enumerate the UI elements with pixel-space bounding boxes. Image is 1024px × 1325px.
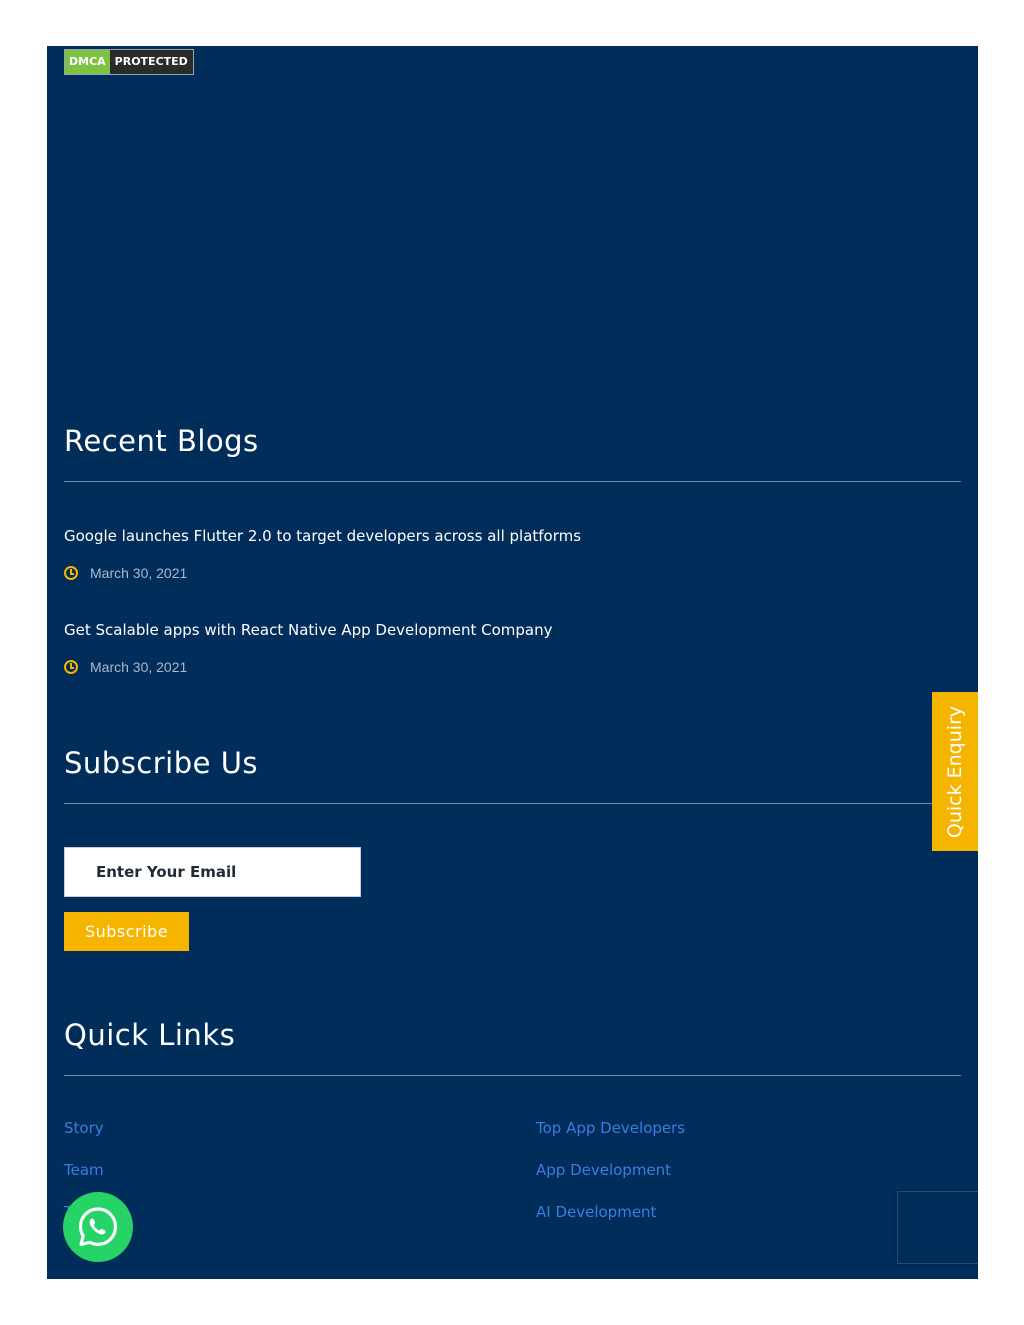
blog-post-date-text: March 30, 2021 [90,659,188,675]
dmca-protected-badge[interactable] [64,49,194,75]
recent-blogs-heading: Recent Blogs [64,424,259,458]
blog-post-date [64,565,187,581]
clock-icon [64,660,78,674]
subscribe-button[interactable]: Subscribe [64,912,189,951]
blog-post-title[interactable]: Get Scalable apps with React Native App Development Company [64,621,553,639]
whatsapp-icon [76,1205,120,1249]
quick-link-top-app-developers[interactable]: Top App Developers [536,1119,686,1137]
dmca-badge-right: PROTECTED [110,50,193,74]
dmca-badge-left: DMCA [65,50,110,74]
blog-post-title[interactable]: Google launches Flutter 2.0 to target developers across all platforms [64,527,582,545]
quick-links-heading: Quick Links [64,1018,236,1052]
subscribe-heading: Subscribe Us [64,746,259,780]
blog-post-date-text: March 30, 2021 [90,565,188,581]
blog-post-date [64,659,187,675]
quick-link-app-development[interactable]: App Development [536,1161,672,1179]
divider [64,481,961,482]
quick-enquiry-tab[interactable] [932,692,978,851]
email-input[interactable] [64,847,361,897]
divider [64,803,961,804]
quick-link-story[interactable]: Story [64,1119,104,1137]
recaptcha-badge [897,1191,978,1264]
clock-icon [64,566,78,580]
quick-link-team[interactable]: Team [64,1161,104,1179]
divider [64,1075,961,1076]
quick-enquiry-label: Quick Enquiry [944,705,966,838]
whatsapp-chat-button[interactable] [63,1192,133,1262]
footer-section [47,46,978,1279]
quick-link-ai-development[interactable]: AI Development [536,1203,657,1221]
